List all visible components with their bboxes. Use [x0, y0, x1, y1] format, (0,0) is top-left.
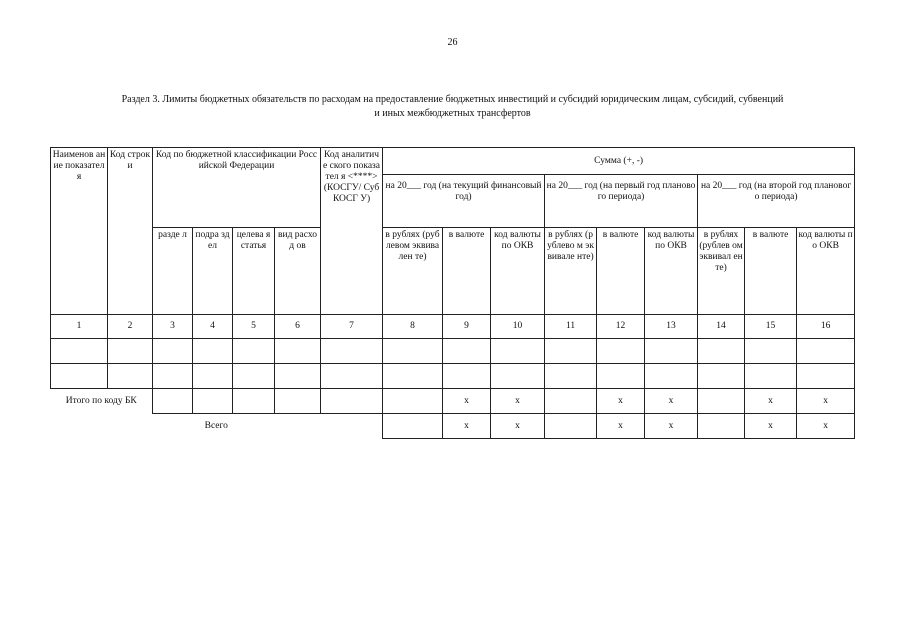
- column-number: 5: [233, 315, 275, 339]
- data-cell: [233, 389, 275, 414]
- data-cell: [51, 339, 108, 364]
- header-year-1: на 20___ год (на текущий финансовый год): [383, 175, 545, 228]
- header-budget-code: Код по бюджетной классификации Российской Федерации: [153, 148, 321, 228]
- x-mark: x: [745, 414, 797, 439]
- data-cell: [108, 364, 153, 389]
- x-mark: x: [645, 414, 698, 439]
- data-cell: [193, 364, 233, 389]
- data-cell: [193, 339, 233, 364]
- header-year-2: на 20___ год (на первый год планового периода): [545, 175, 698, 228]
- section-title: [50, 93, 855, 121]
- data-cell: [491, 339, 545, 364]
- data-cell: [698, 364, 745, 389]
- data-cell: [698, 339, 745, 364]
- x-mark: x: [491, 414, 545, 439]
- column-number: 4: [193, 315, 233, 339]
- data-cell: [491, 364, 545, 389]
- column-number: 10: [491, 315, 545, 339]
- header-y2-rub: в рублях (рублево м эквивале нте): [545, 228, 597, 315]
- data-cell: [745, 339, 797, 364]
- total-bk-label: Итого по коду БК: [65, 395, 137, 406]
- total-bk-row: [51, 389, 855, 414]
- header-row-3: [51, 228, 855, 315]
- data-cell: [275, 339, 321, 364]
- data-cell: [797, 339, 855, 364]
- x-mark: x: [491, 389, 545, 414]
- x-mark: x: [443, 414, 491, 439]
- header-razdel: разде л: [153, 228, 193, 315]
- data-cell: [545, 364, 597, 389]
- data-cell: [383, 339, 443, 364]
- page-number: 26: [447, 37, 458, 48]
- data-cell: [51, 364, 108, 389]
- header-analytic-code: Код аналитиче ского показател я <****> (КОСГУ/ СубКОСГ У): [321, 148, 383, 315]
- data-cell: [153, 339, 193, 364]
- header-podrazdel: подра здел: [193, 228, 233, 315]
- data-cell: [443, 364, 491, 389]
- header-target: целева я статья: [233, 228, 275, 315]
- header-expense-type: вид расход ов: [275, 228, 321, 315]
- data-cell: [321, 364, 383, 389]
- header-y3-okv: код валюты по ОКВ: [797, 228, 855, 315]
- data-cell: [597, 339, 645, 364]
- column-number: 6: [275, 315, 321, 339]
- header-code: Код строки: [108, 148, 153, 315]
- data-cell: [193, 389, 233, 414]
- column-number: 2: [108, 315, 153, 339]
- data-cell: [545, 339, 597, 364]
- data-cell: [745, 364, 797, 389]
- header-row-1: [51, 148, 855, 175]
- header-year-3: на 20___ год (на второй год планового периода): [698, 175, 855, 228]
- data-cell: [645, 339, 698, 364]
- data-cell: [321, 389, 383, 414]
- data-cell: [698, 414, 745, 439]
- column-number: 12: [597, 315, 645, 339]
- section-title-line-1: Раздел 3. Лимиты бюджетных обязательств по расходам на предоставление бюджетных инвестиций и субсидий юридическим лицам, субсидий, субвенций: [121, 94, 784, 105]
- column-number: 14: [698, 315, 745, 339]
- column-number: 1: [51, 315, 108, 339]
- header-y1-currency: в валюте: [443, 228, 491, 315]
- x-mark: x: [797, 389, 855, 414]
- grand-total-label: Всего: [204, 420, 228, 431]
- data-cell: [597, 364, 645, 389]
- data-cell: [321, 339, 383, 364]
- data-cell: [108, 339, 153, 364]
- column-number: 11: [545, 315, 597, 339]
- data-cell: [645, 364, 698, 389]
- x-mark: x: [597, 414, 645, 439]
- header-y2-currency: в валюте: [597, 228, 645, 315]
- column-number: 13: [645, 315, 698, 339]
- data-cell: [233, 364, 275, 389]
- data-cell: [698, 389, 745, 414]
- header-y3-currency: в валюте: [745, 228, 797, 315]
- data-cell: [383, 414, 443, 439]
- header-y3-rub: в рублях (рублев ом эквивал енте): [698, 228, 745, 315]
- budget-limits-table: [50, 147, 855, 439]
- column-number: 15: [745, 315, 797, 339]
- table-row: [51, 364, 855, 389]
- data-cell: [383, 389, 443, 414]
- grand-total-row: [51, 414, 855, 439]
- x-mark: x: [443, 389, 491, 414]
- header-name: Наименов ание показател я: [51, 148, 108, 315]
- header-sum: Сумма (+, -): [383, 148, 855, 175]
- section-title-line-2: и иных межбюджетных трансфертов: [374, 108, 531, 119]
- data-cell: [275, 364, 321, 389]
- x-mark: x: [797, 414, 855, 439]
- table-row: [51, 339, 855, 364]
- x-mark: x: [645, 389, 698, 414]
- column-number: 7: [321, 315, 383, 339]
- data-cell: [275, 389, 321, 414]
- x-mark: x: [745, 389, 797, 414]
- column-number: 9: [443, 315, 491, 339]
- column-number: 8: [383, 315, 443, 339]
- data-cell: [233, 339, 275, 364]
- column-number: 3: [153, 315, 193, 339]
- data-cell: [545, 414, 597, 439]
- x-mark: x: [597, 389, 645, 414]
- data-cell: [443, 339, 491, 364]
- data-cell: [153, 389, 193, 414]
- column-number-row: [51, 315, 855, 339]
- column-number: 16: [797, 315, 855, 339]
- data-cell: [383, 364, 443, 389]
- data-cell: [797, 364, 855, 389]
- header-y1-rub: в рублях (рублевом эквивален те): [383, 228, 443, 315]
- data-cell: [153, 364, 193, 389]
- header-y1-okv: код валюты по ОКВ: [491, 228, 545, 315]
- header-y2-okv: код валюты по ОКВ: [645, 228, 698, 315]
- data-cell: [545, 389, 597, 414]
